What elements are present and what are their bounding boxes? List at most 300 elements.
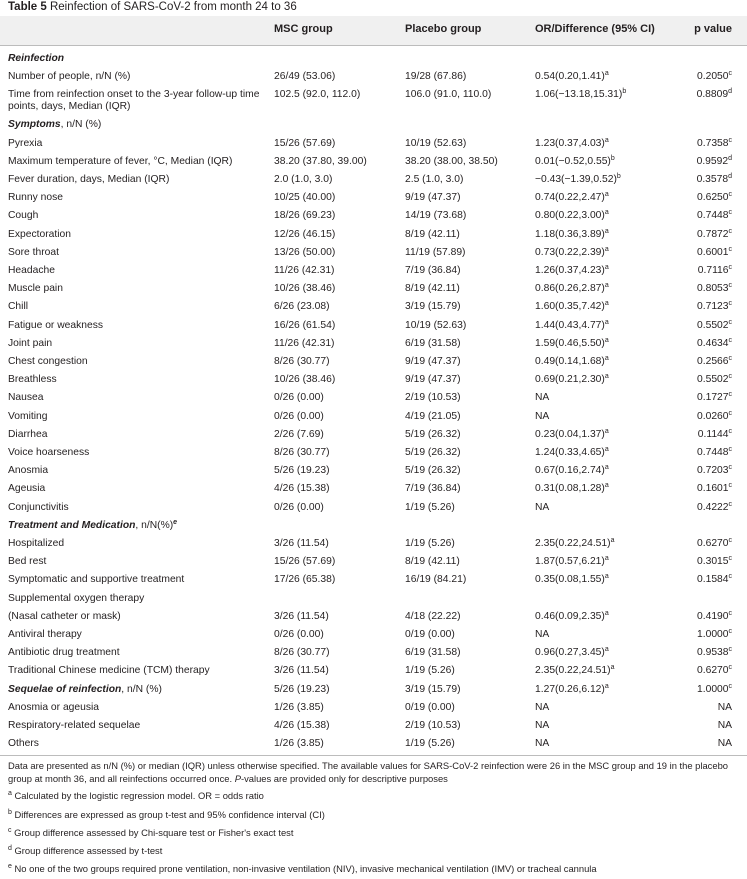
row-label-text: Headache xyxy=(8,265,55,276)
cell-p-value-text: 0.4222 xyxy=(697,501,729,513)
cell-placebo xyxy=(405,392,461,404)
row-label-text: Sequelae of reinfection xyxy=(8,683,122,695)
cell-placebo xyxy=(405,229,460,241)
cell-placebo xyxy=(405,374,461,386)
cell-msc-text: 8/26 (30.77) xyxy=(274,647,330,659)
cell-or xyxy=(535,247,609,259)
cell-or-text: 0.01(−0.52,0.55) xyxy=(535,155,611,167)
table-row xyxy=(0,662,747,680)
cell-p-value-text: 0.6250 xyxy=(697,192,729,204)
cell-p-value xyxy=(697,538,732,550)
row-label-text: Respiratory-related sequelae xyxy=(8,720,141,731)
cell-p-value-text: 0.3015 xyxy=(697,556,729,568)
cell-or-superscript: b xyxy=(622,88,627,96)
cell-or-text: 0.31(0.08,1.28) xyxy=(535,483,605,495)
cell-p-value-text: 0.2050 xyxy=(697,71,729,83)
footnote-main-italic: P xyxy=(234,772,241,784)
cell-msc-text: 0/26 (0.00) xyxy=(274,501,324,513)
cell-p-value-superscript: c xyxy=(728,336,732,344)
cell-msc-text: 2/26 (7.69) xyxy=(274,428,324,440)
cell-or-text: 0.35(0.08,1.55) xyxy=(535,574,605,586)
cell-p-value xyxy=(697,647,732,659)
row-label xyxy=(8,210,38,222)
cell-msc-text: 13/26 (50.00) xyxy=(274,246,336,258)
cell-placebo-text: 7/19 (36.84) xyxy=(405,265,461,276)
cell-p-value-text: 0.5502 xyxy=(697,374,729,386)
cell-or-text: 1.24(0.33,4.65) xyxy=(535,447,605,458)
cell-placebo xyxy=(405,665,455,677)
footnote-divider xyxy=(0,755,747,756)
cell-placebo-text: 0/19 (0.00) xyxy=(405,629,455,640)
cell-placebo xyxy=(405,283,460,295)
row-label xyxy=(8,89,270,113)
row-label-text: Number of people, n/N (%) xyxy=(8,71,131,83)
cell-msc-text: 4/26 (15.38) xyxy=(274,483,330,495)
cell-or-superscript: a xyxy=(604,209,609,217)
cell-or-superscript: a xyxy=(604,482,609,490)
cell-msc-text: 18/26 (69.23) xyxy=(274,210,336,222)
section-suffix: , n/N(%) xyxy=(135,519,174,531)
cell-or xyxy=(535,392,549,404)
cell-or-text: 1.87(0.57,6.21) xyxy=(535,556,605,568)
section-suffix-superscript: e xyxy=(173,518,178,526)
cell-msc xyxy=(274,684,330,696)
footnote-a xyxy=(8,790,728,803)
footnote-b xyxy=(8,809,728,822)
cell-or-superscript: a xyxy=(604,300,609,308)
cell-p-value-superscript: c xyxy=(728,664,732,672)
cell-placebo xyxy=(405,156,498,168)
table-row xyxy=(0,408,747,426)
cell-or-text: NA xyxy=(535,738,550,750)
cell-msc xyxy=(274,138,335,150)
cell-p-value xyxy=(697,283,732,295)
footnote-mark: c xyxy=(8,827,12,834)
cell-p-value-text: 0.9538 xyxy=(697,647,729,659)
table-row xyxy=(0,207,747,225)
row-label xyxy=(8,301,28,313)
cell-msc-text: 10/26 (38.46) xyxy=(274,374,336,386)
table-row xyxy=(0,389,747,407)
cell-msc xyxy=(274,229,335,241)
cell-or xyxy=(535,192,609,204)
cell-msc xyxy=(274,247,335,259)
row-label-text: Cough xyxy=(8,210,39,222)
cell-msc-text: 6/26 (23.08) xyxy=(274,301,330,313)
row-label xyxy=(8,447,89,459)
cell-or-text: 0.23(0.04,1.37) xyxy=(535,428,605,440)
cell-msc-text: 8/26 (30.77) xyxy=(274,356,330,367)
row-label xyxy=(8,192,63,204)
section-row xyxy=(0,517,747,535)
cell-or xyxy=(535,611,609,623)
row-label xyxy=(8,374,57,386)
cell-placebo xyxy=(405,647,461,659)
cell-or xyxy=(535,138,609,150)
cell-or xyxy=(535,338,609,350)
cell-msc xyxy=(274,356,330,368)
table-row xyxy=(0,608,747,626)
row-label xyxy=(8,538,64,550)
cell-p-value-superscript: c xyxy=(728,373,732,381)
cell-p-value-text: 0.9592 xyxy=(696,155,729,167)
cell-placebo-text: 11/19 (57.89) xyxy=(405,246,466,258)
row-label-text: Time from reinfection onset to the 3-year follow-up time points, days, Median (IQR) xyxy=(8,89,260,113)
row-label-text: Symptomatic and supportive treatment xyxy=(8,574,185,586)
cell-p-value-superscript: c xyxy=(728,300,732,308)
table-title: Reinfection of SARS-CoV-2 from month 24 to 36 xyxy=(49,1,297,13)
cell-p-value-superscript: d xyxy=(728,88,732,96)
cell-p-value xyxy=(697,320,732,332)
cell-or-superscript: a xyxy=(604,555,609,563)
cell-placebo xyxy=(405,320,466,332)
cell-msc xyxy=(274,338,335,350)
row-label xyxy=(8,702,99,714)
cell-p-value-superscript: c xyxy=(728,682,732,690)
cell-p-value-superscript: c xyxy=(728,609,732,617)
table-row xyxy=(0,626,747,644)
cell-msc-text: 3/26 (11.54) xyxy=(274,665,329,677)
cell-p-value xyxy=(697,192,732,204)
cell-p-value xyxy=(697,174,732,186)
cell-or xyxy=(535,156,615,168)
cell-msc-text: 5/26 (19.23) xyxy=(274,465,330,477)
cell-placebo xyxy=(405,247,466,259)
row-label-text: Muscle pain xyxy=(8,283,63,295)
cell-msc xyxy=(274,647,330,659)
row-label xyxy=(8,283,63,295)
cell-or-text: 0.73(0.22,2.39) xyxy=(535,246,605,258)
table-row xyxy=(0,189,747,207)
cell-placebo-text: 1/19 (5.26) xyxy=(405,538,455,549)
table-row xyxy=(0,298,747,316)
row-label-text: (Nasal catheter or mask) xyxy=(8,610,121,622)
cell-msc xyxy=(274,301,330,313)
cell-or xyxy=(535,411,549,423)
cell-placebo-text: 1/19 (5.26) xyxy=(405,501,455,513)
cell-p-value-text: 0.5502 xyxy=(697,319,729,331)
cell-placebo-text: 6/19 (31.58) xyxy=(405,647,461,659)
cell-msc-text: 10/26 (38.46) xyxy=(274,283,336,295)
table-row xyxy=(0,262,747,280)
row-label xyxy=(8,265,55,277)
cell-or xyxy=(535,702,549,714)
footnote-text: Group difference assessed by t-test xyxy=(14,845,163,856)
cell-p-value-text: 0.7448 xyxy=(697,447,729,458)
cell-or-superscript: a xyxy=(604,573,609,581)
cell-or xyxy=(535,356,609,368)
cell-p-value-superscript: d xyxy=(728,154,732,162)
cell-msc-text: 2.0 (1.0, 3.0) xyxy=(274,174,333,185)
row-label-text: Antibiotic drug treatment xyxy=(8,647,120,659)
row-label-text: Antiviral therapy xyxy=(8,629,82,640)
cell-placebo xyxy=(405,556,460,568)
cell-msc-text: 16/26 (61.54) xyxy=(274,319,336,331)
cell-p-value-superscript: c xyxy=(728,355,732,362)
cell-msc xyxy=(274,374,335,386)
cell-or-superscript: a xyxy=(604,191,609,199)
cell-or-text: 0.54(0.20,1.41) xyxy=(535,71,605,83)
cell-p-value-text: 0.7448 xyxy=(697,210,729,222)
cell-p-value-text: 0.0260 xyxy=(697,410,729,422)
row-label-text: Nausea xyxy=(8,392,44,404)
cell-placebo xyxy=(405,192,461,204)
cell-or-text: −0.43(−1.39,0.52) xyxy=(535,174,617,185)
footnote-e xyxy=(8,863,728,876)
cell-p-value-text: 0.7358 xyxy=(697,137,729,149)
cell-or-text: 0.69(0.21,2.30) xyxy=(535,374,605,386)
row-label xyxy=(8,556,46,568)
row-label-text: Others xyxy=(8,738,39,750)
cell-or xyxy=(535,265,609,277)
cell-or-text: 1.18(0.36,3.89) xyxy=(535,228,605,240)
cell-or-superscript: a xyxy=(604,682,609,690)
cell-or xyxy=(535,665,614,677)
cell-p-value-superscript: c xyxy=(728,464,732,472)
cell-or-superscript: a xyxy=(604,464,609,472)
cell-p-value xyxy=(697,374,732,386)
cell-or-superscript: a xyxy=(604,282,609,290)
cell-msc-text: 3/26 (11.54) xyxy=(274,610,329,622)
cell-placebo-text: 9/19 (47.37) xyxy=(405,356,461,367)
cell-msc-text: 12/26 (46.15) xyxy=(274,228,336,240)
header-p-value: p value xyxy=(694,23,732,35)
cell-p-value-superscript: c xyxy=(728,264,732,271)
row-label xyxy=(8,174,169,186)
footnote-text: Calculated by the logistic regression model. OR = odds ratio xyxy=(14,790,264,801)
row-label xyxy=(8,684,162,696)
row-label-text: Treatment and Medication xyxy=(8,519,136,531)
footnote-mark: a xyxy=(8,790,12,797)
cell-p-value-superscript: c xyxy=(728,573,732,581)
table-row xyxy=(0,735,747,753)
cell-p-value-text: 1.0000 xyxy=(697,629,729,640)
cell-or-text: 1.27(0.26,6.12) xyxy=(535,683,605,695)
cell-or-text: 0.80(0.22,3.00) xyxy=(535,210,605,222)
cell-or-text: NA xyxy=(535,720,550,731)
footnote-main-text-2: -values are provided only for descriptive purposes xyxy=(240,772,448,784)
cell-or xyxy=(535,720,549,732)
cell-msc xyxy=(274,89,360,101)
cell-msc-text: 10/25 (40.00) xyxy=(274,192,336,204)
cell-p-value-superscript: c xyxy=(728,427,732,435)
cell-p-value-text: 0.6001 xyxy=(697,246,729,258)
footnote-text: Differences are expressed as group t-test and 95% confidence interval (CI) xyxy=(14,809,325,820)
row-label xyxy=(8,593,144,605)
cell-msc-text: 11/26 (42.31) xyxy=(274,265,335,276)
cell-p-value-text: 0.6270 xyxy=(697,538,729,549)
row-label-text: Conjunctivitis xyxy=(8,501,69,513)
cell-p-value-superscript: c xyxy=(728,282,732,290)
cell-p-value-superscript: c xyxy=(728,646,732,654)
cell-or xyxy=(535,320,609,332)
table-row xyxy=(0,590,747,608)
cell-p-value xyxy=(698,265,732,277)
cell-p-value xyxy=(697,611,732,623)
cell-or-text: NA xyxy=(535,410,550,422)
cell-placebo-text: 5/19 (26.32) xyxy=(405,465,461,477)
cell-or xyxy=(535,301,609,313)
cell-msc-text: 8/26 (30.77) xyxy=(274,447,330,458)
cell-p-value-superscript: d xyxy=(728,173,732,180)
cell-or xyxy=(535,502,549,514)
row-label xyxy=(8,320,103,332)
section-suffix: , n/N (%) xyxy=(121,683,162,695)
cell-p-value xyxy=(698,429,732,441)
cell-placebo-text: 7/19 (36.84) xyxy=(405,483,461,495)
cell-msc xyxy=(274,447,330,459)
cell-placebo xyxy=(405,629,455,641)
cell-p-value-superscript: c xyxy=(728,482,732,490)
cell-placebo-text: 9/19 (47.37) xyxy=(405,374,461,386)
row-label-text: Hospitalized xyxy=(8,538,65,549)
cell-or-superscript: a xyxy=(610,664,615,672)
cell-or-superscript: a xyxy=(604,245,609,253)
cell-msc-text: 15/26 (57.69) xyxy=(274,137,336,149)
cell-placebo-text: 106.0 (91.0, 110.0) xyxy=(405,89,492,101)
cell-msc xyxy=(274,174,332,186)
cell-msc xyxy=(274,556,335,568)
cell-msc xyxy=(274,702,324,714)
row-label xyxy=(8,338,52,350)
cell-placebo-text: 6/19 (31.58) xyxy=(405,337,461,349)
cell-msc-text: 15/26 (57.69) xyxy=(274,556,336,568)
row-label xyxy=(8,411,48,423)
cell-msc-text: 38.20 (37.80, 39.00) xyxy=(274,155,367,167)
table-row xyxy=(0,444,747,462)
cell-or-superscript: a xyxy=(604,336,609,344)
cell-p-value-superscript: c xyxy=(728,191,732,199)
row-label-text: Pyrexia xyxy=(8,137,43,149)
cell-msc xyxy=(274,320,335,332)
cell-msc-text: 26/49 (53.06) xyxy=(274,71,336,83)
table-row xyxy=(0,171,747,189)
table-row xyxy=(0,499,747,517)
header-msc-group: MSC group xyxy=(274,23,333,35)
cell-msc xyxy=(274,665,329,677)
table-row xyxy=(0,535,747,553)
cell-or-text: NA xyxy=(535,701,550,713)
cell-or-text: 1.26(0.37,4.23) xyxy=(535,265,605,276)
cell-placebo-text: 5/19 (26.32) xyxy=(405,428,461,440)
footnote-c xyxy=(8,827,728,840)
cell-msc xyxy=(274,156,367,168)
cell-placebo-text: 14/19 (73.68) xyxy=(405,210,467,222)
footnote-mark: b xyxy=(8,809,12,816)
footnote-text: Group difference assessed by Chi-square test or Fisher's exact test xyxy=(14,827,294,838)
cell-p-value-superscript: c xyxy=(728,391,732,399)
cell-p-value-text: 0.6270 xyxy=(697,665,729,677)
cell-placebo-text: 3/19 (15.79) xyxy=(405,683,461,695)
cell-p-value xyxy=(697,502,732,514)
cell-p-value xyxy=(697,89,732,101)
cell-p-value xyxy=(697,411,732,423)
cell-or-superscript: a xyxy=(604,609,609,617)
table-row xyxy=(0,244,747,262)
row-label-text: Reinfection xyxy=(8,53,65,64)
cell-p-value xyxy=(697,665,732,677)
row-label xyxy=(8,647,120,659)
cell-or-superscript: a xyxy=(604,355,609,362)
cell-msc xyxy=(274,738,324,750)
cell-or xyxy=(535,483,609,495)
cell-or xyxy=(535,71,609,83)
table-row xyxy=(0,371,747,389)
cell-p-value-superscript: c xyxy=(728,70,732,78)
row-label xyxy=(8,156,232,168)
cell-placebo-text: 1/19 (5.26) xyxy=(405,738,455,750)
cell-p-value-text: 0.7116 xyxy=(697,265,729,276)
cell-placebo-text: 3/19 (15.79) xyxy=(405,301,461,313)
row-label xyxy=(8,738,39,750)
cell-placebo xyxy=(405,265,461,277)
cell-or xyxy=(535,556,609,568)
cell-msc-text: 1/26 (3.85) xyxy=(274,738,324,750)
cell-placebo xyxy=(405,702,455,714)
cell-msc xyxy=(274,502,324,514)
cell-msc xyxy=(274,192,335,204)
row-label xyxy=(8,629,82,641)
cell-msc-text: 0/26 (0.00) xyxy=(274,410,324,422)
cell-p-value-text: 0.1727 xyxy=(697,392,729,404)
row-label xyxy=(8,53,64,65)
row-label xyxy=(8,119,101,131)
cell-placebo xyxy=(405,720,461,732)
cell-p-value xyxy=(697,684,732,696)
table-row xyxy=(0,571,747,589)
cell-placebo-text: 2.5 (1.0, 3.0) xyxy=(405,174,464,185)
cell-placebo xyxy=(405,174,463,186)
cell-placebo-text: 38.20 (38.00, 38.50) xyxy=(405,155,498,167)
row-label xyxy=(8,502,69,514)
cell-p-value-superscript: c xyxy=(728,227,732,235)
cell-p-value xyxy=(697,247,732,259)
table-row xyxy=(0,335,747,353)
cell-or-text: 0.86(0.26,2.87) xyxy=(535,283,605,295)
cell-p-value-text: NA xyxy=(717,738,732,750)
cell-msc-text: 4/26 (15.38) xyxy=(274,720,330,731)
cell-or xyxy=(535,647,609,659)
table-row xyxy=(0,317,747,335)
cell-p-value xyxy=(697,301,732,313)
row-label xyxy=(8,465,48,477)
cell-p-value xyxy=(697,629,732,641)
table-row xyxy=(0,353,747,371)
cell-msc-text: 5/26 (19.23) xyxy=(274,683,330,695)
row-label-text: Anosmia or ageusia xyxy=(8,701,100,713)
cell-p-value-superscript: c xyxy=(728,628,732,635)
cell-placebo xyxy=(405,356,461,368)
cell-placebo xyxy=(405,301,461,313)
cell-msc xyxy=(274,392,324,404)
cell-p-value xyxy=(697,356,732,368)
cell-p-value xyxy=(697,229,732,241)
cell-or xyxy=(535,629,549,641)
cell-or xyxy=(535,174,621,186)
cell-or-superscript: a xyxy=(604,227,609,235)
cell-p-value-superscript: c xyxy=(728,409,732,417)
row-label-text: Fever duration, days, Median (IQR) xyxy=(8,174,170,185)
cell-p-value-text: NA xyxy=(717,720,732,731)
cell-msc-text: 17/26 (65.38) xyxy=(274,574,336,586)
cell-or-text: 1.06(−13.18,15.31) xyxy=(535,89,623,101)
cell-p-value-superscript: c xyxy=(728,500,732,508)
footnote-d xyxy=(8,845,728,858)
table-row xyxy=(0,480,747,498)
cell-placebo xyxy=(405,465,461,477)
table-row xyxy=(0,226,747,244)
cell-placebo-text: 16/19 (84.21) xyxy=(405,574,467,586)
